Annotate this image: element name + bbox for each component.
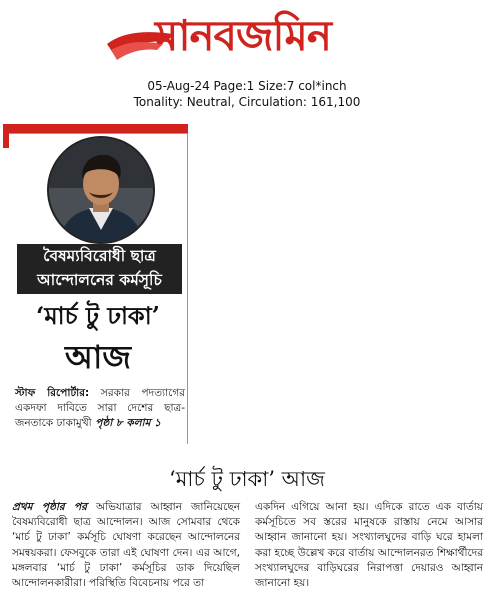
front-page-clip: [3, 124, 188, 444]
front-subhead: আজ: [65, 338, 131, 376]
jump-reference: পৃষ্ঠা ৮ কলাম ১: [91, 417, 161, 429]
kicker-line-1: বৈষম্যবিরোধী ছাত্র: [43, 247, 156, 265]
kicker-box: [17, 244, 182, 294]
front-body-copy: সরকার পদত্যাগের একদফা দাবিতে সারা দেশের ছাত্র-জনতাকে ঢাকামুখী: [15, 387, 185, 429]
continuation-left-text: অভিযাত্রার আহ্বান জানিয়েছেন বৈষম্যবিরোধী ছাত্র আন্দোলন। আজ সোমবার থেকে ‘মার্চ টু ঢাকা’ কর্মসূচি ঘোষণা করেছেন আন্দোলনের সমন্বয়করা। ফেসবুকে তারা এই ঘোষণা দেন। এর আগে, মঙ্গলবার ‘মার্চ টু ঢাকা’ কর্মসূচির ডাক দিয়েছিল আন্দোলনকারীরা। পরিস্থিতি বিবেচনায় পরে তা: [12, 501, 240, 590]
clip-meta-size: 05-Aug-24 Page:1 Size:7 col*inch: [147, 79, 347, 93]
red-top-rule: [3, 124, 188, 133]
kicker-line-2: আন্দোলনের কর্মসূচি: [37, 271, 162, 289]
person-portrait-icon: [49, 138, 153, 242]
continuation-label: প্রথম পৃষ্ঠার পর: [12, 501, 87, 513]
front-headline: ‘মার্চ টু ঢাকা’: [35, 301, 161, 330]
clip-meta-circulation: Tonality: Neutral, Circulation: 161,100: [133, 95, 361, 109]
masthead-title: মানবজমিন: [155, 11, 331, 60]
continuation-column-left: [12, 500, 240, 591]
front-body-text: [15, 386, 185, 431]
portrait-photo: [47, 136, 155, 244]
byline: স্টাফ রিপোর্টার:: [15, 387, 90, 399]
continuation-column-right: একদিন এগিয়ে আনা হয়। এদিকে রাতে এক বার্তায় কর্মসূচিতে সব স্তরের মানুষকে রাস্তায় নেমে আসার আহ্বান জানানো হয়। সংখ্যালঘুদের বাড়ি ঘরে হামলা করা হচ্ছে উল্লেখ করে বার্তায় আন্দোলনরত শিক্ষার্থীদের সংখ্যালঘুদের বাড়িঘরের নিরাপত্তা দেয়ারও আহ্বান জানানো হয়।: [255, 501, 483, 590]
masthead: [105, 6, 395, 68]
continuation-title: ‘মার্চ টু ঢাকা’ আজ: [169, 467, 325, 491]
